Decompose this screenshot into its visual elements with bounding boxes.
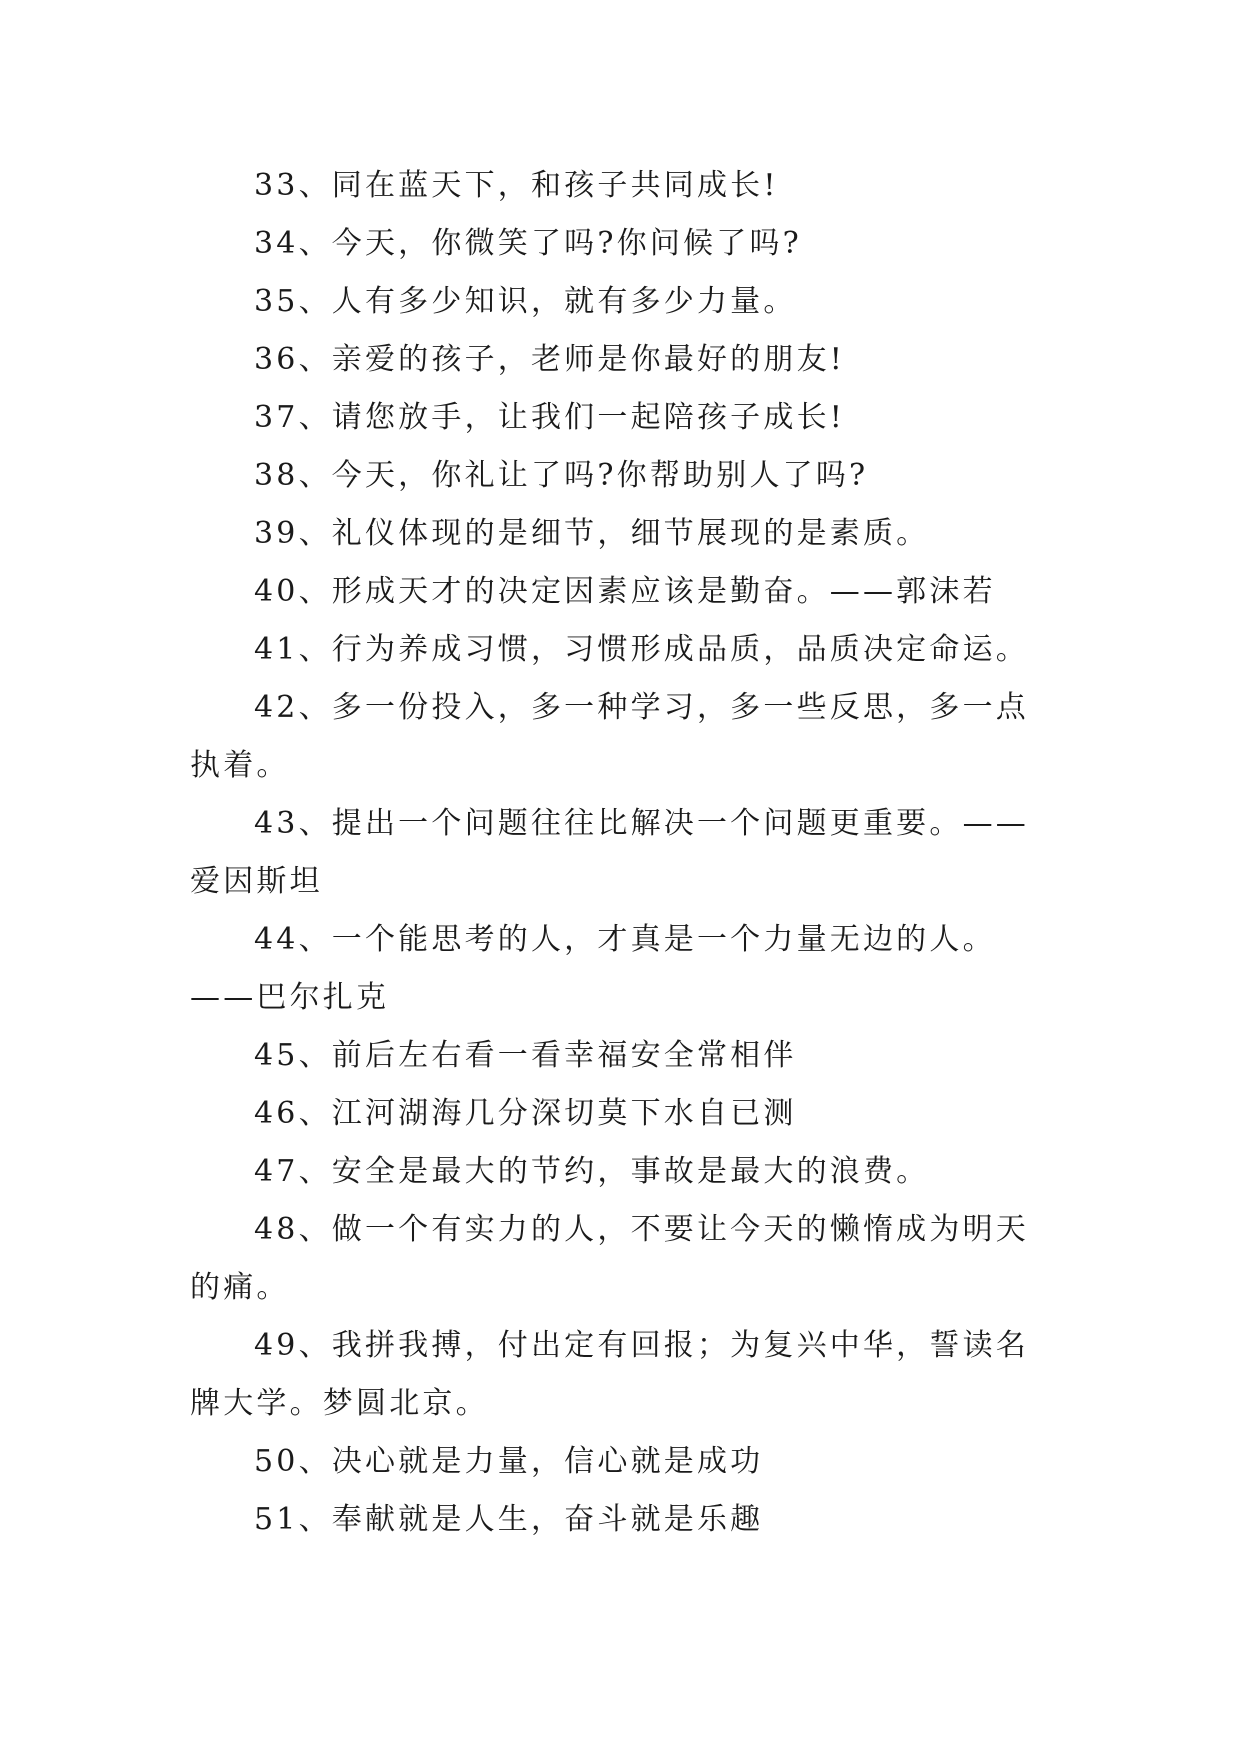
- paragraph-39: 39、礼仪体现的是细节，细节展现的是素质。: [254, 516, 930, 551]
- paragraph-42: 42、多一份投入，多一种学习，多一些反思，多一点执着。: [190, 690, 1029, 783]
- paragraph-36: 36、亲爱的孩子，老师是你最好的朋友!: [254, 342, 846, 377]
- paragraph-48: 48、做一个有实力的人，不要让今天的懒惰成为明天的痛。: [190, 1212, 1029, 1305]
- paragraph-45: 45、前后左右看一看幸福安全常相伴: [254, 1038, 797, 1073]
- paragraph-46: 46、江河湖海几分深切莫下水自已测: [254, 1096, 797, 1131]
- paragraph-37: 37、请您放手，让我们一起陪孩子成长!: [254, 400, 846, 435]
- paragraph-38: 38、今天，你礼让了吗?你帮助别人了吗?: [254, 458, 869, 493]
- paragraph-40: 40、形成天才的决定因素应该是勤奋。——郭沫若: [254, 574, 996, 609]
- paragraph-47: 47、安全是最大的节约，事故是最大的浪费。: [254, 1154, 930, 1189]
- paragraph-41: 41、行为养成习惯，习惯形成品质，品质决定命运。: [254, 632, 1029, 667]
- paragraph-43: 43、提出一个问题往往比解决一个问题更重要。——爱因斯坦: [190, 806, 1029, 899]
- paragraph-34: 34、今天，你微笑了吗?你问候了吗?: [254, 226, 802, 261]
- paragraph-50: 50、决心就是力量，信心就是成功: [254, 1444, 764, 1479]
- paragraph-49: 49、我拼我搏，付出定有回报；为复兴中华，誓读名牌大学。梦圆北京。: [190, 1328, 1029, 1421]
- paragraph-35: 35、人有多少知识，就有多少力量。: [254, 284, 797, 319]
- document-body: [190, 157, 1050, 1549]
- paragraph-44: 44、一个能思考的人，才真是一个力量无边的人。——巴尔扎克: [190, 922, 996, 1015]
- paragraph-51: 51、奉献就是人生，奋斗就是乐趣: [254, 1502, 764, 1537]
- paragraph-33: 33、同在蓝天下，和孩子共同成长!: [254, 168, 779, 203]
